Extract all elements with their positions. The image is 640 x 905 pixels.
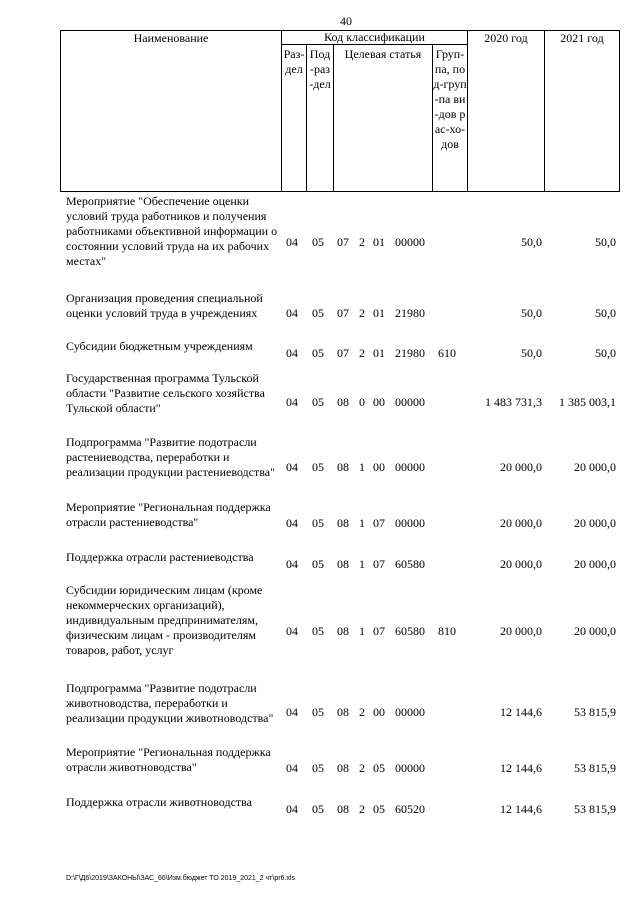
row-value-2021: 53 815,9: [574, 761, 616, 775]
row-target-subprogram: 2: [359, 346, 365, 360]
row-expense-group: 810: [438, 624, 456, 638]
row-name: Мероприятие "Региональная поддержка отрасли растениеводства": [66, 500, 271, 529]
row-value-2021: 20 000,0: [574, 516, 616, 530]
row-target-event: 00: [373, 460, 385, 474]
row-name: Мероприятие "Обеспечение оценки условий труда работников и получения работниками объективной информации о состоянии условий труда на их рабочих местах": [66, 194, 278, 268]
row-target-program: 08: [337, 516, 349, 530]
row-value-2021: 50,0: [595, 306, 616, 320]
row-value-2020: 20 000,0: [500, 624, 542, 638]
row-subsection: 05: [312, 516, 324, 530]
row-subsection: 05: [312, 705, 324, 719]
row-target-direction: 00000: [395, 460, 425, 474]
header-classification-label: Код классификации: [324, 30, 425, 44]
row-target-event: 07: [373, 557, 385, 571]
row-target-program: 08: [337, 557, 349, 571]
row-value-2021: 1 385 003,1: [559, 395, 616, 409]
row-value-2021: 20 000,0: [574, 460, 616, 474]
page-number: 40: [340, 14, 352, 28]
row-value-2021: 50,0: [595, 346, 616, 360]
row-name: Субсидии юридическим лицам (кроме некоммерческих организаций), индивидуальным предпринимателям, физическим лицам - производителям товаров, работ, услуг: [66, 583, 263, 657]
row-section: 04: [286, 705, 298, 719]
row-value-2020: 50,0: [521, 346, 542, 360]
row-target-subprogram: 2: [359, 235, 365, 249]
row-target-subprogram: 1: [359, 516, 365, 530]
row-subsection: 05: [312, 761, 324, 775]
row-target-program: 08: [337, 761, 349, 775]
row-subsection: 05: [312, 557, 324, 571]
row-subsection: 05: [312, 306, 324, 320]
row-target-subprogram: 2: [359, 802, 365, 816]
row-value-2021: 20 000,0: [574, 624, 616, 638]
row-value-2020: 12 144,6: [500, 761, 542, 775]
row-section: 04: [286, 624, 298, 638]
row-section: 04: [286, 557, 298, 571]
row-target-subprogram: 1: [359, 624, 365, 638]
row-subsection: 05: [312, 460, 324, 474]
row-section: 04: [286, 346, 298, 360]
row-name: Субсидии бюджетным учреждениям: [66, 339, 253, 353]
row-value-2020: 12 144,6: [500, 802, 542, 816]
row-target-event: 01: [373, 306, 385, 320]
row-target-direction: 21980: [395, 346, 425, 360]
header-subsection-label: Под-раз-дел: [309, 47, 331, 91]
row-target-event: 01: [373, 235, 385, 249]
row-name: Подпрограмма "Развитие подотрасли растениеводства, переработки и реализации продукции растениеводства": [66, 435, 275, 479]
row-target-direction: 00000: [395, 761, 425, 775]
row-name: Подпрограмма "Развитие подотрасли животноводства, переработки и реализации продукции животноводства": [66, 681, 274, 725]
row-value-2020: 50,0: [521, 235, 542, 249]
row-target-program: 08: [337, 802, 349, 816]
row-target-event: 07: [373, 516, 385, 530]
row-name: Мероприятие "Региональная поддержка отрасли животноводства": [66, 745, 271, 774]
row-target-direction: 00000: [395, 235, 425, 249]
row-subsection: 05: [312, 235, 324, 249]
row-section: 04: [286, 235, 298, 249]
row-target-subprogram: 0: [359, 395, 365, 409]
header-group-label: Груп-па, под-груп-па ви-дов рас-хо-дов: [433, 47, 467, 151]
row-subsection: 05: [312, 802, 324, 816]
row-target-direction: 60580: [395, 557, 425, 571]
row-section: 04: [286, 761, 298, 775]
row-target-direction: 00000: [395, 395, 425, 409]
row-target-program: 07: [337, 235, 349, 249]
row-target-event: 07: [373, 624, 385, 638]
row-target-event: 00: [373, 395, 385, 409]
row-target-direction: 60580: [395, 624, 425, 638]
row-expense-group: 610: [438, 346, 456, 360]
row-value-2020: 50,0: [521, 306, 542, 320]
row-value-2020: 1 483 731,3: [485, 395, 542, 409]
row-target-program: 08: [337, 395, 349, 409]
row-target-direction: 00000: [395, 705, 425, 719]
row-value-2020: 20 000,0: [500, 460, 542, 474]
row-value-2021: 53 815,9: [574, 802, 616, 816]
row-value-2020: 20 000,0: [500, 557, 542, 571]
row-value-2021: 20 000,0: [574, 557, 616, 571]
header-target-label: Целевая статья: [344, 47, 422, 61]
row-subsection: 05: [312, 346, 324, 360]
row-target-subprogram: 2: [359, 306, 365, 320]
row-target-subprogram: 1: [359, 460, 365, 474]
row-target-event: 05: [373, 761, 385, 775]
row-section: 04: [286, 395, 298, 409]
header-2020-label: 2020 год: [484, 31, 528, 45]
row-section: 04: [286, 460, 298, 474]
row-name: Поддержка отрасли растениеводства: [66, 550, 254, 564]
row-value-2021: 53 815,9: [574, 705, 616, 719]
file-path-footer: D:\Г\Д6\2019\ЗАКОНЫ\ЗАС_66\Изм.бюджет ТО 2019_2021_2 чт\pr6.xls: [66, 875, 295, 882]
row-target-program: 08: [337, 460, 349, 474]
row-subsection: 05: [312, 395, 324, 409]
row-target-subprogram: 2: [359, 705, 365, 719]
row-target-direction: 60520: [395, 802, 425, 816]
row-target-program: 08: [337, 705, 349, 719]
row-target-program: 08: [337, 624, 349, 638]
header-name-label: Наименование: [133, 31, 209, 45]
row-section: 04: [286, 306, 298, 320]
row-name: Организация проведения специальной оценки условий труда в учреждениях: [66, 291, 263, 320]
row-target-direction: 00000: [395, 516, 425, 530]
row-section: 04: [286, 516, 298, 530]
row-section: 04: [286, 802, 298, 816]
row-value-2020: 20 000,0: [500, 516, 542, 530]
row-name: Государственная программа Тульской области "Развитие сельского хозяйства Тульской области": [66, 371, 265, 415]
header-section-label: Раз-дел: [283, 47, 305, 76]
row-target-program: 07: [337, 346, 349, 360]
row-target-event: 01: [373, 346, 385, 360]
row-target-subprogram: 2: [359, 761, 365, 775]
row-target-program: 07: [337, 306, 349, 320]
row-name: Поддержка отрасли животноводства: [66, 795, 252, 809]
row-value-2020: 12 144,6: [500, 705, 542, 719]
row-target-direction: 21980: [395, 306, 425, 320]
row-target-subprogram: 1: [359, 557, 365, 571]
row-value-2021: 50,0: [595, 235, 616, 249]
row-target-event: 05: [373, 802, 385, 816]
row-subsection: 05: [312, 624, 324, 638]
header-2021-label: 2021 год: [560, 31, 604, 45]
row-target-event: 00: [373, 705, 385, 719]
